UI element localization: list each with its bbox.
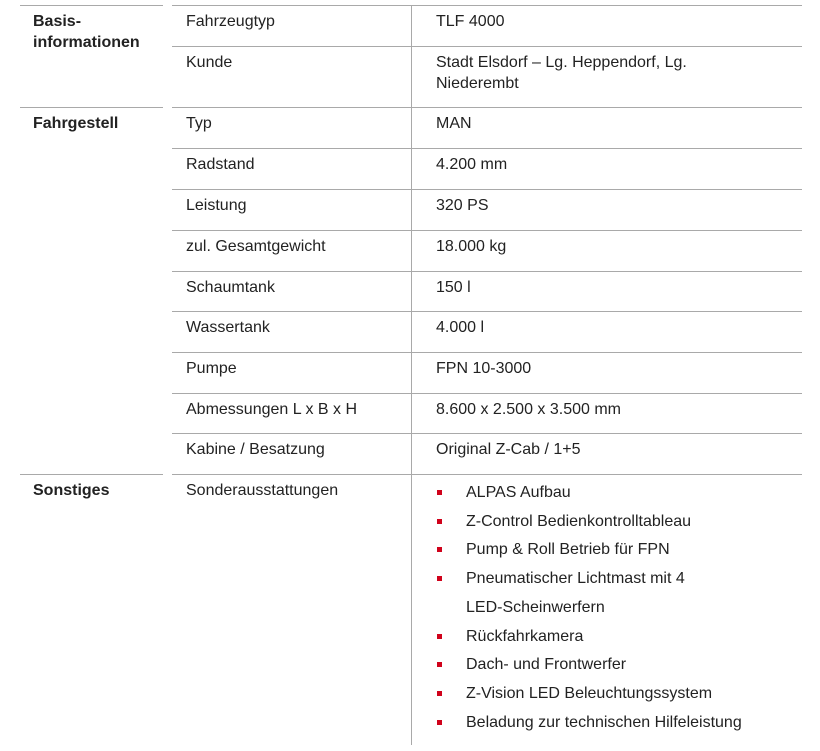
row-label: Kabine / Besatzung <box>186 441 325 458</box>
table-row <box>172 46 802 107</box>
section-sonstiges <box>20 474 163 745</box>
row-label: Typ <box>186 115 212 132</box>
row-label: Pumpe <box>186 360 237 377</box>
row-value: 18.000 kg <box>436 238 507 255</box>
bullet-icon <box>437 547 442 552</box>
list-item: Z-Vision LED Beleuchtungssystem <box>436 680 806 709</box>
row-label: Abmessungen L x B x H <box>186 401 358 418</box>
section-basis <box>20 5 163 107</box>
row-value: Stadt Elsdorf – Lg. Heppendorf, Lg. Niederembt <box>436 54 687 92</box>
list-item: Dach- und Frontwerfer <box>436 651 806 680</box>
row-label: Wassertank <box>186 319 270 336</box>
bullet-icon <box>437 720 442 725</box>
row-value: 4.000 l <box>436 319 485 336</box>
table-row <box>172 271 802 312</box>
row-label: Radstand <box>186 156 255 173</box>
section-title: Sonstiges <box>33 482 110 499</box>
section-title: Fahrgestell <box>33 115 119 132</box>
row-label: Schaumtank <box>186 279 275 296</box>
bullet-icon <box>437 519 442 524</box>
row-label: Leistung <box>186 197 247 214</box>
table-row <box>172 189 802 230</box>
row-value: Original Z-Cab / 1+5 <box>436 441 581 458</box>
section-title: Basis- informationen <box>33 13 140 51</box>
row-value: 150 l <box>436 279 471 296</box>
list-item: Z-Control Bedienkontrolltableau <box>436 508 806 537</box>
row-value: MAN <box>436 115 472 132</box>
bullet-icon <box>437 490 442 495</box>
row-value: 8.600 x 2.500 x 3.500 mm <box>436 401 621 418</box>
list-item: Beladung zur technischen Hilfeleistung <box>436 709 806 738</box>
row-label: Sonderausstattungen <box>186 482 339 499</box>
row-label: Fahrzeugtyp <box>186 13 275 30</box>
table-row <box>172 311 802 352</box>
table-row <box>172 393 802 434</box>
table-row <box>172 352 802 393</box>
row-value: 320 PS <box>436 197 489 214</box>
table-row <box>172 148 802 189</box>
bullet-icon <box>437 691 442 696</box>
section-fahrgestell <box>20 107 163 474</box>
row-label: Kunde <box>186 54 233 71</box>
list-item: Pump & Roll Betrieb für FPN <box>436 536 806 565</box>
row-value: 4.200 mm <box>436 156 508 173</box>
table-row <box>172 433 802 474</box>
row-value: TLF 4000 <box>436 13 505 30</box>
bullet-icon <box>437 662 442 667</box>
bullet-icon <box>437 634 442 639</box>
table-row <box>172 230 802 271</box>
table-row <box>172 5 802 46</box>
extras-list <box>436 479 806 737</box>
row-value: FPN 10-3000 <box>436 360 532 377</box>
table-row <box>172 107 802 148</box>
list-item: Rückfahrkamera <box>436 623 806 652</box>
bullet-icon <box>437 576 442 581</box>
list-item: Pneumatischer Lichtmast mit 4 LED-Scheinwerfern <box>436 565 696 622</box>
list-item: ALPAS Aufbau <box>436 479 806 508</box>
row-label: zul. Gesamtgewicht <box>186 238 326 255</box>
